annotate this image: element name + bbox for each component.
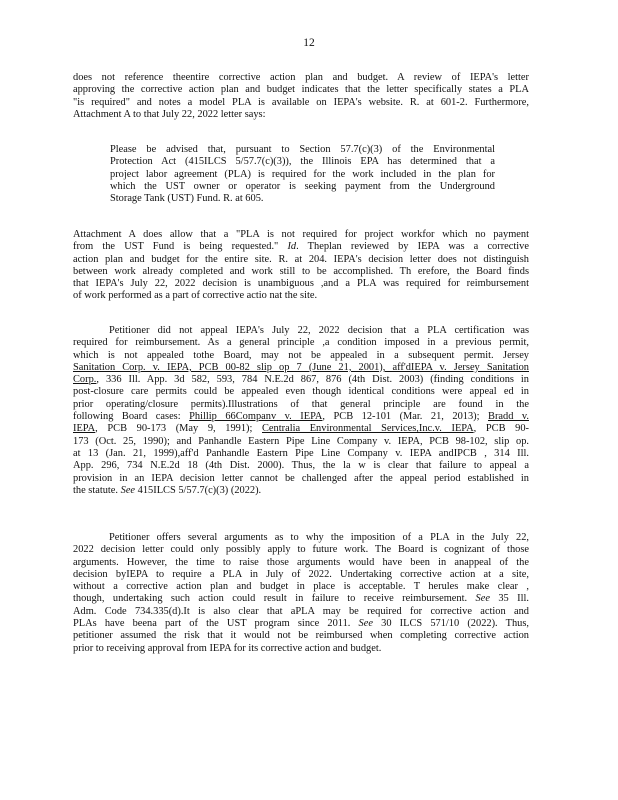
- quote-line: project labor agreement (PLA) is required for the work included in the plan for: [110, 168, 495, 180]
- quote-line: Please be advised that, pursuant to Section 57.7(c)(3) of the Environmental: [110, 144, 495, 155]
- text-line: Corp., 336 Ill. App. 3d 582, 593, 784 N.E.2d 867, 876 (4th Dist. 2003) (finding conditions in: [73, 374, 529, 386]
- text-line: prior operating/closure permits).Illustrations of that general principle are found in the: [73, 398, 529, 410]
- quote-line: Storage Tank (UST) Fund. R. at 605.: [110, 193, 264, 205]
- text-line: though, undertaking such action could result in failure to receive reimbursement. See 35 Ill.: [73, 593, 529, 605]
- text-line: Attachment A does allow that a "PLA is not required for project workfor which no payment: [73, 229, 529, 240]
- text-line: decision byIEPA to require a PLA in July of 2022. Undertaking corrective action at a site,: [73, 568, 529, 580]
- text-line: without a corrective action plan and budget in place is acceptable. T herules make clear ,: [73, 581, 529, 593]
- citation-signal: See: [358, 618, 373, 630]
- quote-line: which the UST owner or operator is seeking payment from the Underground: [110, 180, 495, 192]
- text-line: PLAs have beena part of the UST program since 2011. See 30 ILCS 571/10 (2022). Thus,: [73, 618, 529, 630]
- page-number: 12: [303, 37, 315, 49]
- text-line: arguments. However, the time to raise those arguments would have been in anappeal of the: [73, 556, 529, 568]
- quote-line: Protection Act (415ILCS 5/57.7(c)(3)), the Illinois EPA has determined that a: [110, 156, 495, 168]
- text-line: IEPA, PCB 90-173 (May 9, 1991); Centralia Environmental Services,Inc.v. IEPA, PCB 90-: [73, 423, 529, 435]
- text-line: does not reference theentire corrective action plan and budget. A review of IEPA's letter: [73, 72, 529, 83]
- text-line: following Board cases: Phillip 66Companv v. IEPA, PCB 12-101 (Mar. 21, 2013); Bradd v.: [73, 411, 529, 423]
- text-line: "is required" and notes a model PLA is available on IEPA's website. R. at 601-2. Furthermore,: [73, 96, 529, 108]
- text-line: action plan and budget for the entire site. R. at 204. IEPA's decision letter does not distinguish: [73, 253, 529, 265]
- text-line: of work performed as a part of corrective actio nat the site.: [73, 290, 318, 302]
- text-line: App. 296, 734 N.E.2d 18 (4th Dist. 2000). Thus, the la w is clear that failure to appeal a: [73, 460, 529, 472]
- paragraph-attachment-a-analysis: [73, 229, 529, 303]
- block-quote-attachment-a: [110, 144, 495, 205]
- text-line: from the UST Fund is being requested." Id. Theplan reviewed by IEPA was a corrective: [73, 241, 529, 253]
- citation-signal: See: [120, 484, 136, 496]
- text-line: Attachment A to that July 22, 2022 letter says:: [73, 108, 266, 120]
- text-line: between work already completed and work still to be accomplished. Th erefore, the Board finds: [73, 265, 529, 277]
- citation-signal: See: [475, 593, 490, 605]
- citation-signal: Id: [287, 241, 297, 253]
- paragraph-petitioner-arguments: [73, 532, 529, 655]
- text-line: Petitioner did not appeal IEPA's July 22, 2022 decision that a PLA certification was: [109, 325, 529, 336]
- paragraph-iepa-letter-review: [73, 72, 529, 121]
- text-line: petitioner assumed the risk that it would not be reimbursed when completing corrective action: [73, 630, 529, 642]
- text-line: post-closure care permits could be appealed even though identical conditions were appeal ed in: [73, 386, 529, 398]
- text-line: prior to receiving approval from IEPA for its corrective action and budget.: [73, 642, 382, 654]
- text-line: 173 (Oct. 25, 1990); and Panhandle Eastern Pipe Line Company v. IEPA, PCB 98-102, slip op.: [73, 435, 529, 447]
- text-line: required for reimbursement. As a general principle ,a condition imposed in a previous permit,: [73, 337, 529, 349]
- text-line: Petitioner offers several arguments as to why the imposition of a PLA in the July 22,: [109, 532, 529, 543]
- text-line: approving the corrective action plan and budget indicates that the letter specifically states a PLA: [73, 84, 529, 96]
- case-citation-line: Sanitation Corp. v. IEPA, PCB 00-82 slip op 7 (June 21, 2001), aff'dIEPA v. Jersey Sanitation: [73, 361, 529, 373]
- paragraph-failure-to-appeal: [73, 325, 529, 497]
- text-line: Adm. Code 734.335(d).It is also clear that aPLA may be required for corrective action and: [73, 605, 529, 617]
- text-line: 2022 decision letter could only possibly apply to future work. The Board is cognizant of those: [73, 544, 529, 556]
- text-line: which is not appealed tothe Board, may not be appealed in a subsequent permit. Jersey: [73, 349, 529, 361]
- text-line: provision in an IEPA decision letter cannot be challenged after the appeal period established in: [73, 472, 529, 484]
- text-line: that IEPA's July 22, 2022 decision is unambiguous ,and a PLA was required for reimbursement: [73, 278, 529, 290]
- text-line: at 13 (Jan. 21, 1999),aff'd Panhandle Eastern Pipe Line Company v. IEPA andIPCB , 314 Ill.: [73, 447, 529, 459]
- text-line: the statute. See 415ILCS 5/57.7(c)(3) (2022).: [73, 484, 262, 496]
